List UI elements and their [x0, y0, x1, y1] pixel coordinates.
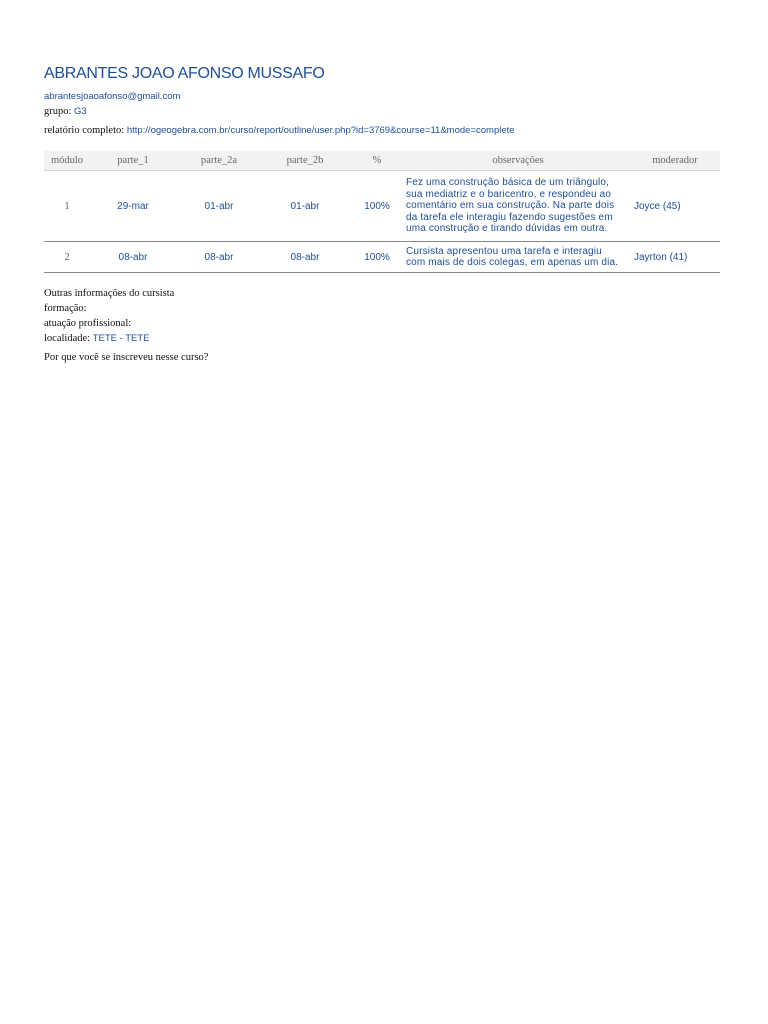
cell-parte-1: 29-mar — [90, 171, 176, 242]
header-observacoes: observações — [406, 151, 630, 171]
header-moderador: moderador — [630, 151, 720, 171]
relatorio-line — [44, 123, 720, 138]
header-parte-1: parte_1 — [90, 151, 176, 171]
cell-modulo: 1 — [44, 171, 90, 242]
formacao-label: formação: — [44, 303, 87, 314]
header-modulo: módulo — [44, 151, 90, 171]
localidade-value: TETE - TETE — [92, 333, 150, 344]
table-row — [44, 171, 720, 242]
header-percent: % — [348, 151, 406, 171]
cell-moderador: Jayrton (41) — [630, 242, 720, 273]
header-parte-2b: parte_2b — [262, 151, 348, 171]
relatorio-label: relatório completo: — [44, 125, 125, 136]
cell-moderador: Joyce (45) — [630, 171, 720, 242]
localidade-line — [44, 331, 720, 346]
cell-parte-2b: 01-abr — [262, 171, 348, 242]
atuacao-label: atuação profissional: — [44, 318, 132, 329]
cell-parte-1: 08-abr — [90, 242, 176, 273]
cell-percent: 100% — [348, 171, 406, 242]
grupo-label: grupo: — [44, 106, 72, 117]
grupo-line — [44, 104, 720, 119]
outras-informacoes — [44, 286, 720, 346]
cell-percent: 100% — [348, 242, 406, 273]
table-header-row — [44, 151, 720, 171]
cell-parte-2b: 08-abr — [262, 242, 348, 273]
report-page — [44, 64, 720, 365]
localidade-label: localidade: — [44, 333, 91, 344]
cell-observacoes: Fez uma construção básica de um triângulo, sua mediatriz e o baricentro, e respondeu ao comentário em sua construção. Na parte dois da tarefa ele interagiu fazendo sugestões em uma construção e tirando dúvidas em outra. — [406, 171, 630, 242]
table-row — [44, 242, 720, 273]
cell-parte-2a: 01-abr — [176, 171, 262, 242]
outras-title: Outras informações do cursista — [44, 288, 175, 299]
student-email[interactable]: abrantesjoaoafonso@gmail.com — [44, 91, 181, 102]
relatorio-link[interactable]: http://ogeogebra.com.br/curso/report/outline/user.php?id=3769&course=11&mode=complete — [126, 125, 515, 136]
inscricao-question: Por que você se inscreveu nesse curso? — [44, 352, 209, 363]
progress-table — [44, 151, 720, 273]
cell-observacoes: Cursista apresentou uma tarefa e interagiu com mais de dois colegas, em apenas um dia. — [406, 242, 630, 273]
cell-parte-2a: 08-abr — [176, 242, 262, 273]
header-parte-2a: parte_2a — [176, 151, 262, 171]
cell-modulo: 2 — [44, 242, 90, 273]
student-name: ABRANTES JOAO AFONSO MUSSAFO — [44, 65, 325, 82]
grupo-value: G3 — [74, 106, 87, 117]
